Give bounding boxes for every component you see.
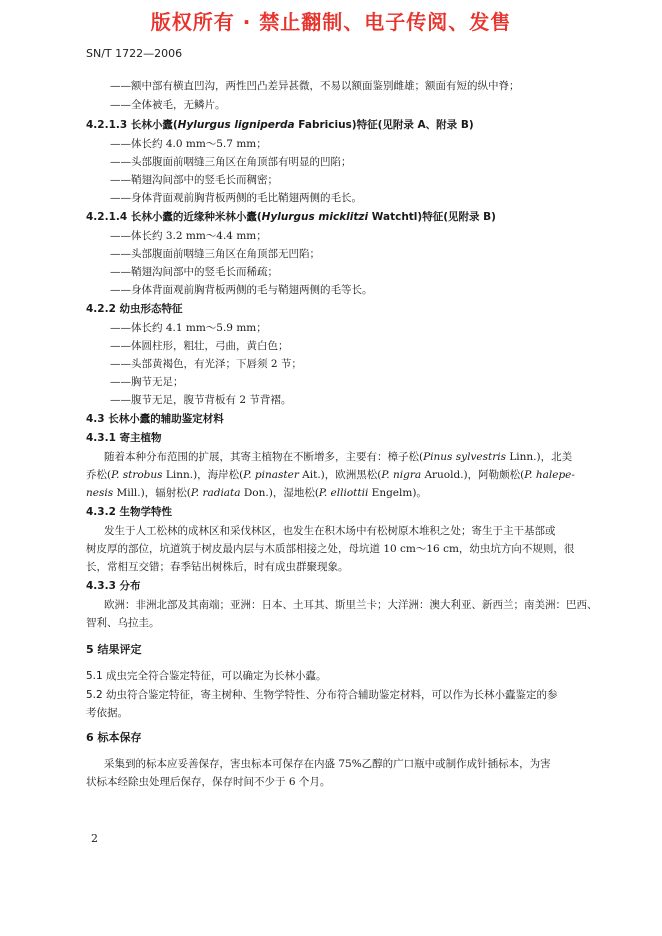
text-line: ——体圆柱形，粗壮，弓曲，黄白色；: [110, 340, 289, 352]
paragraph-line: 树皮厚的部位，坑道筑于树皮最内层与木质部相接之处，母坑道 10 cm～16 cm，幼虫坑方向不规则，很: [86, 543, 575, 555]
text-line: ——额中部有横直凹沟，两性凹凸差异甚微，不易以额面鉴别雌雄；额面有短的纵中脊；: [110, 80, 520, 92]
section-heading-4-3-2: 4.3.2 生物学特性: [86, 506, 173, 518]
section-heading-5: 5 结果评定: [86, 643, 142, 656]
text-line: ——腹节无足，腹节背板有 2 节背褶。: [110, 394, 292, 406]
paragraph-line: 状标本经除虫处理后保存，保存时间不少于 6 个月。: [86, 776, 331, 788]
paragraph-line: 采集到的标本应妥善保存，害虫标本可保存在内盛 75%乙醇的广口瓶中或制作成针插标本，为害: [104, 758, 551, 770]
text-line: ——鞘翅沟间部中的竖毛长而稠密；: [110, 174, 278, 186]
paragraph-line: 随着本种分布范围的扩展，其寄主植物在不断增多，主要有：樟子松(Pinus sylvestris Linn.)，北美: [104, 451, 573, 463]
section-heading-6: 6 标本保存: [86, 731, 142, 744]
text-line: ——身体背面观前胸背板两侧的毛比鞘翅两侧的毛长。: [110, 192, 362, 204]
text-line: ——身体背面观前胸背板两侧的毛与鞘翅两侧的毛等长。: [110, 284, 373, 296]
clause-5-2: 5.2 幼虫符合鉴定特征，寄主树种、生物学特性、分布符合辅助鉴定材料，可以作为长林小蠹鉴定的参: [86, 689, 558, 701]
section-heading-4-3-3: 4.3.3 分布: [86, 580, 141, 592]
paragraph-line: 长，常相互交错；春季钻出树株后，时有成虫群聚现象。: [86, 561, 349, 573]
paragraph-line: 发生于人工松林的成林区和采伐林区，也发生在积木场中有松树原木堆积之处；寄生于主干基部或: [104, 525, 556, 537]
paragraph-line: 智利、乌拉圭。: [86, 617, 160, 629]
text-line: ——头部腹面前咽缝三角区在角顶部无凹陷；: [110, 248, 320, 260]
page-number: 2: [91, 832, 98, 845]
copyright-watermark: 版权所有 · 禁止翻制、电子传阅、发售: [150, 10, 512, 34]
section-heading-4-2-1-3: 4.2.1.3 长林小蠹(Hylurgus ligniperda Fabricius)特征(见附录 A、附录 B): [86, 119, 474, 131]
text-line: ——胸节无足；: [110, 376, 184, 388]
text-line: ——体长约 4.0 mm～5.7 mm；: [110, 138, 267, 150]
paragraph-line: 欧洲：非洲北部及其南端；亚洲：日本、土耳其、斯里兰卡；大洋洲：澳大利亚、新西兰；南美洲：巴西、: [104, 599, 598, 611]
text-line: ——头部腹面前咽缝三角区在角顶部有明显的凹陷；: [110, 156, 352, 168]
text-line: ——体长约 3.2 mm～4.4 mm；: [110, 230, 267, 242]
section-heading-4-2-1-4: 4.2.1.4 长林小蠹的近缘种米林小蠹(Hylurgus micklitzi Watchtl)特征(见附录 B): [86, 211, 496, 223]
text-line: ——体长约 4.1 mm～5.9 mm；: [110, 322, 267, 334]
section-heading-4-3: 4.3 长林小蠹的辅助鉴定材料: [86, 413, 224, 425]
standard-code: SN/T 1722—2006: [86, 47, 183, 60]
paragraph-line: nesis Mill.)，辐射松(P. radiata Don.)，湿地松(P. elliottii Engelm)。: [86, 487, 427, 499]
text-line: ——头部黄褐色，有光泽；下唇须 2 节；: [110, 358, 302, 370]
text-line: ——鞘翅沟间部中的竖毛长而稀疏；: [110, 266, 278, 278]
paragraph-line: 乔松(P. strobus Linn.)，海岸松(P. pinaster Ait.)，欧洲黑松(P. nigra Aruold.)，阿勒颇松(P. halepe-: [86, 469, 575, 481]
section-heading-4-2-2: 4.2.2 幼虫形态特征: [86, 303, 183, 315]
clause-5-1: 5.1 成虫完全符合鉴定特征，可以确定为长林小蠹。: [86, 670, 327, 682]
paragraph-line: 考依据。: [86, 707, 128, 719]
section-heading-4-3-1: 4.3.1 寄主植物: [86, 432, 162, 444]
text-line: ——全体被毛，无鳞片。: [110, 99, 226, 111]
